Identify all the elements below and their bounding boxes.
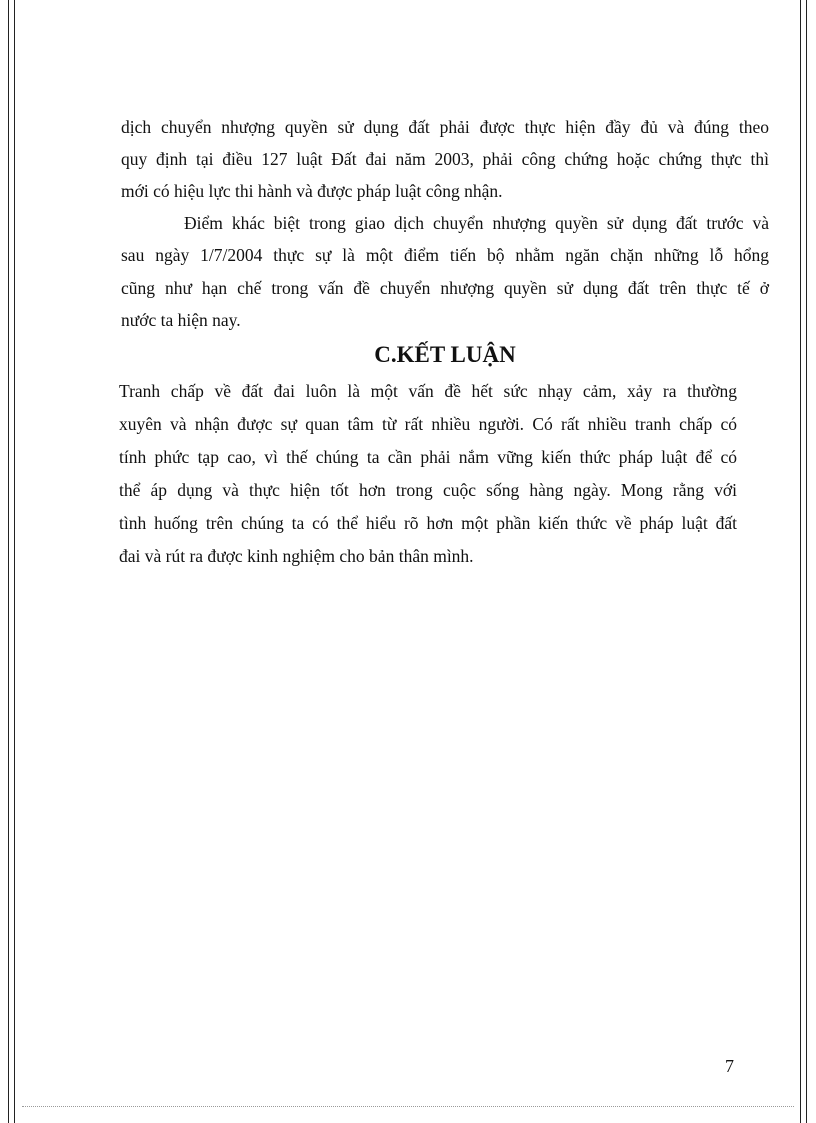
section-heading: C.KẾT LUẬN [374,342,516,367]
text-line: tính phức tạp cao, vì thế chúng ta cần phải nắm vững kiến thức pháp luật để có [119,447,737,467]
text-line: dịch chuyển nhượng quyền sử dụng đất phải được thực hiện đầy đủ và đúng theo [121,117,769,137]
text-line: Tranh chấp về đất đai luôn là một vấn đề hết sức nhạy cảm, xảy ra thường [119,381,737,401]
text-line: đai và rút ra được kinh nghiệm cho bản thân mình. [119,546,474,566]
text-line: xuyên và nhận được sự quan tâm từ rất nhiều người. Có rất nhiều tranh chấp có [119,414,737,434]
text-line: Điểm khác biệt trong giao dịch chuyển nhượng quyền sử dụng đất trước và [184,213,769,233]
page-border-left-inner [14,0,15,1123]
text-line: tình huống trên chúng ta có thể hiểu rõ hơn một phần kiến thức về pháp luật đất [119,513,737,533]
text-line: nước ta hiện nay. [121,310,241,330]
page-border-left-outer [8,0,9,1123]
text-line: cũng như hạn chế trong vấn đề chuyển nhượng quyền sử dụng đất trên thực tế ở [121,278,769,298]
text-line: sau ngày 1/7/2004 thực sự là một điểm tiến bộ nhằm ngăn chặn những lỗ hổng [121,245,769,265]
page-border-right-outer [806,0,807,1123]
page-number: 7 [725,1056,734,1076]
text-line: quy định tại điều 127 luật Đất đai năm 2003, phải công chứng hoặc chứng thực thì [121,149,769,169]
page-border-right-inner [800,0,801,1123]
text-line: mới có hiệu lực thi hành và được pháp luật công nhận. [121,181,503,201]
page-border-bottom [22,1106,794,1107]
text-line: thể áp dụng và thực hiện tốt hơn trong cuộc sống hàng ngày. Mong rằng với [119,480,737,500]
